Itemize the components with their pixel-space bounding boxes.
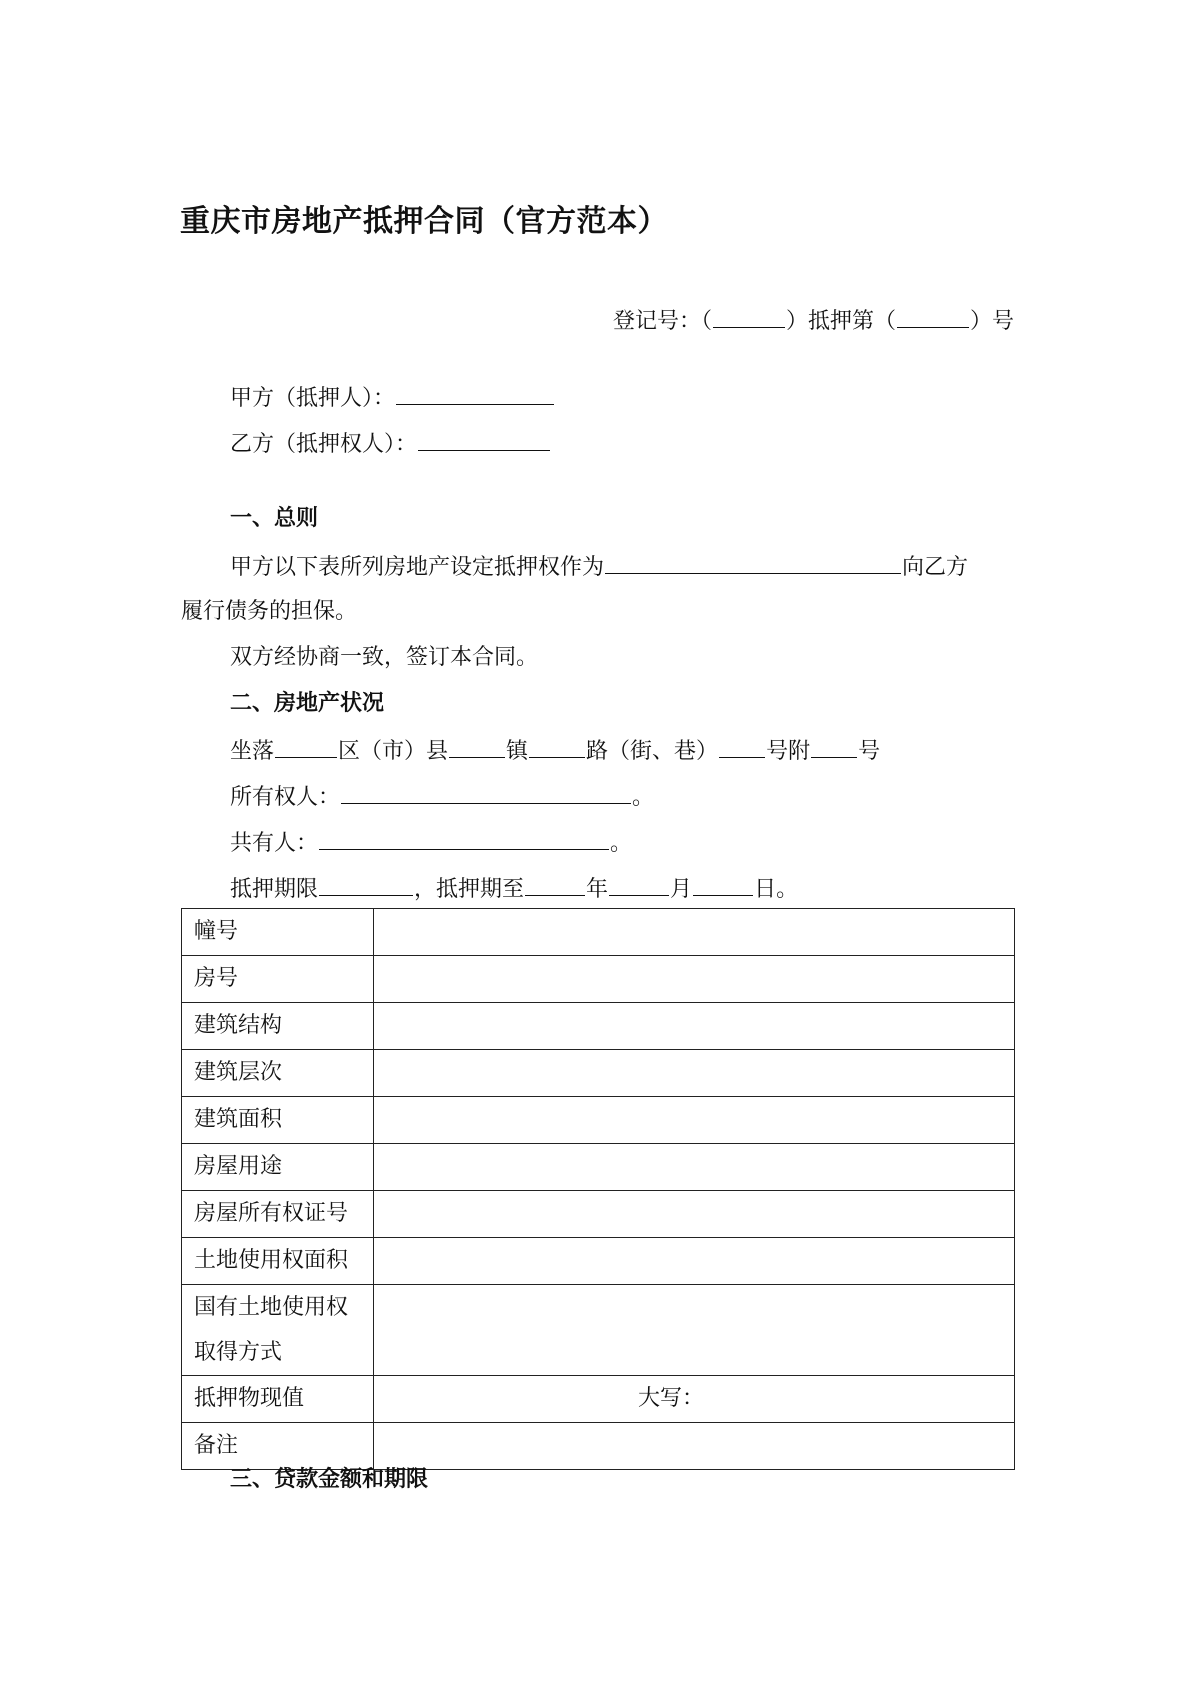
town-blank[interactable] [449, 735, 505, 758]
table-value-cell[interactable] [374, 1097, 1015, 1144]
table-row [182, 909, 1015, 956]
registration-blank-1[interactable] [713, 305, 785, 328]
table-value-cell[interactable] [374, 1003, 1015, 1050]
location-line: 坐落 区（市）县 镇 路（街、巷） 号附 号 [230, 735, 880, 767]
table-row [182, 1050, 1015, 1097]
table-label: 抵押物现值 [182, 1376, 374, 1423]
section-2-heading: 二、房地产状况 [230, 691, 385, 716]
table-row [182, 1423, 1015, 1470]
table-value-cell[interactable] [374, 956, 1015, 1003]
table-label: 房屋用途 [182, 1144, 374, 1191]
party-a-blank[interactable] [396, 382, 554, 405]
property-table [181, 908, 1015, 1470]
road-blank[interactable] [529, 735, 585, 758]
table-value-cell[interactable] [374, 1376, 1015, 1423]
section-3-heading: 三、贷款金额和期限 [230, 1467, 429, 1492]
table-row [182, 1003, 1015, 1050]
table-value-cell[interactable] [374, 909, 1015, 956]
debt-purpose-blank[interactable] [605, 551, 901, 574]
table-row [182, 1238, 1015, 1285]
co-owner-blank[interactable] [319, 827, 609, 850]
table-value-cell[interactable] [374, 1285, 1015, 1376]
table-row [182, 1191, 1015, 1238]
table-label: 建筑面积 [182, 1097, 374, 1144]
day-blank[interactable] [693, 873, 753, 896]
owner-line: 所有权人： 。 [230, 781, 654, 813]
district-blank[interactable] [275, 735, 337, 758]
table-value-cell[interactable] [374, 1423, 1015, 1470]
party-a-line: 甲方（抵押人）： [230, 382, 555, 414]
table-label: 房屋所有权证号 [182, 1191, 374, 1238]
year-blank[interactable] [525, 873, 585, 896]
section-1-heading: 一、总则 [230, 506, 319, 531]
party-b-line: 乙方（抵押权人）： [230, 428, 551, 460]
co-owner-line: 共有人： 。 [230, 827, 632, 859]
table-label: 建筑层次 [182, 1050, 374, 1097]
table-label: 国有土地使用权 取得方式 [182, 1285, 374, 1376]
month-blank[interactable] [609, 873, 669, 896]
section-1-paragraph-1: 甲方以下表所列房地产设定抵押权作为 向乙方 [230, 551, 968, 583]
amount-in-words-label: 大写： [638, 1386, 705, 1411]
table-value-cell[interactable] [374, 1050, 1015, 1097]
sub-number-blank[interactable] [811, 735, 857, 758]
table-row [182, 1285, 1015, 1376]
table-label: 土地使用权面积 [182, 1238, 374, 1285]
table-label: 建筑结构 [182, 1003, 374, 1050]
table-value-cell[interactable] [374, 1191, 1015, 1238]
table-row [182, 1144, 1015, 1191]
table-value-cell[interactable] [374, 1144, 1015, 1191]
section-1-paragraph-1-cont: 履行债务的担保。 [181, 599, 358, 624]
table-row [182, 1376, 1015, 1423]
number-blank[interactable] [719, 735, 765, 758]
table-value-cell[interactable] [374, 1238, 1015, 1285]
owner-blank[interactable] [341, 781, 631, 804]
registration-number-line: 登记号：（ ）抵押第（ ）号 [613, 305, 1014, 337]
party-b-blank[interactable] [418, 428, 550, 451]
table-label: 房号 [182, 956, 374, 1003]
document-title: 重庆市房地产抵押合同（官方范本） [180, 204, 668, 239]
section-1-paragraph-2: 双方经协商一致，签订本合同。 [230, 645, 539, 670]
table-label: 幢号 [182, 909, 374, 956]
mortgage-period-line: 抵押期限 ，抵押期至 年 月 日。 [230, 873, 798, 905]
table-row [182, 1097, 1015, 1144]
table-row [182, 956, 1015, 1003]
table-label: 备注 [182, 1423, 374, 1470]
registration-blank-2[interactable] [897, 305, 969, 328]
period-blank[interactable] [319, 873, 413, 896]
